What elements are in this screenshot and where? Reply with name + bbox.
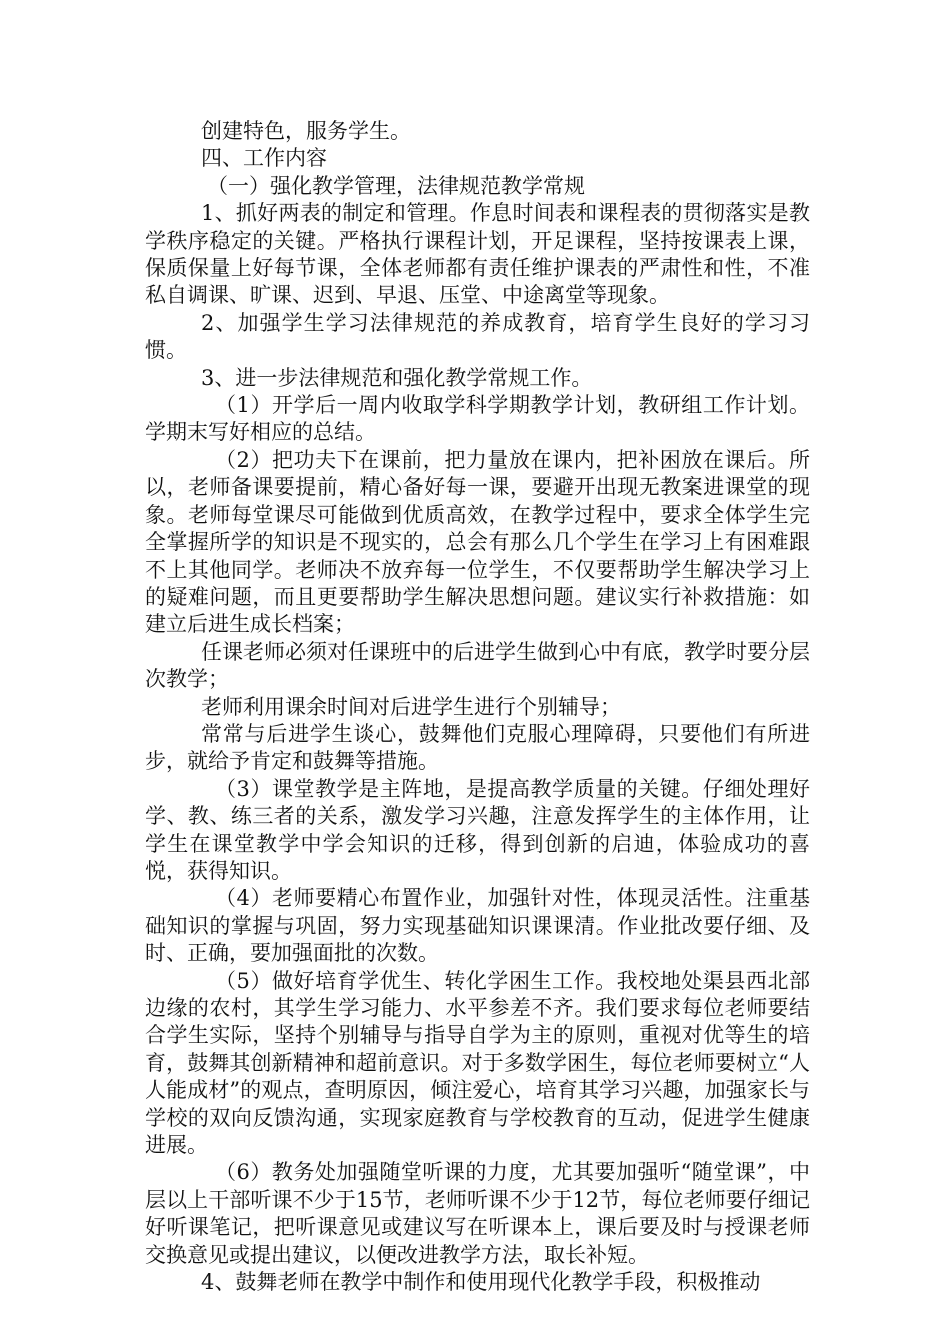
paragraph: 常常与后进学生谈心，鼓舞他们克服心理障碍，只要他们有所进步，就给予肯定和鼓舞等措施。 — [145, 721, 810, 774]
subsection-heading: （一）强化教学管理，法律规范教学常规 — [207, 173, 585, 198]
paragraph: （3）课堂教学是主阵地，是提高教学质量的关键。仔细处理好学、教、练三者的关系，激发学习兴趣，注意发挥学生的主体作用，让学生在课堂教学中学会知识的迁移，得到创新的启迪，体验成功的喜悦，获得知识。 — [145, 776, 810, 883]
paragraph: 2、加强学生学习法律规范的养成教育，培育学生良好的学习习惯。 — [145, 310, 810, 363]
paragraph: 1、抓好两表的制定和管理。作息时间表和课程表的贯彻落实是教学秩序稳定的关键。严格执行课程计划，开足课程，坚持按课表上课，保质保量上好每节课，全体老师都有责任维护课表的严肃性和性，不准私自调课、旷课、迟到、早退、压堂、中途离堂等现象。 — [145, 201, 810, 308]
document-body — [145, 118, 810, 1296]
paragraph: （1）开学后一周内收取学科学期教学计划，教研组工作计划。学期末写好相应的总结。 — [145, 393, 810, 445]
paragraph: （2）把功夫下在课前，把力量放在课内，把补困放在课后。所以，老师备课要提前，精心备好每一课，要避开出现无教案进课堂的现象。老师每堂课尽可能做到优质高效，在教学过程中，要求全体学生完全掌握所学的知识是不现实的，总会有那么几个学生在学习上有困难跟不上其他同学。老师决不放弃每一位学生，不仅要帮助学生解决学习上的疑难问题，而且更要帮助学生解决思想问题。建议实行补救措施：如建立后进生成长档案； — [145, 447, 810, 637]
paragraph: （5）做好培育学优生、转化学困生工作。我校地处渠县西北部边缘的农村，其学生学习能力、水平参差不齐。我们要求每位老师要结合学生实际，坚持个别辅导与指导自学为主的原则，重视对优等生的培育，鼓舞其创新精神和超前意识。对于多数学困生，每位老师要树立“人人能成材”的观点，查明原因，倾注爱心，培育其学习兴趣，加强家长与学校的双向反馈沟通，实现家庭教育与学校教育的互动，促进学生健康进展。 — [145, 968, 810, 1158]
paragraph: （4）老师要精心布置作业，加强针对性，体现灵活性。注重基础知识的掌握与巩固，努力实现基础知识课课清。作业批改要仔细、及时、正确，要加强面批的次数。 — [145, 886, 810, 966]
paragraph: 创建特色，服务学生。 — [201, 119, 411, 143]
paragraph: 老师利用课余时间对后进学生进行个别辅导； — [201, 694, 621, 719]
paragraph: （6）教务处加强随堂听课的力度，尤其要加强听“随堂课”，中层以上干部听课不少于15节，老师听课不少于12节，每位老师要仔细记好听课笔记，把听课意见或建议写在听课本上，课后要及时与授课老师交换意见或提出建议，以便改进教学方法，取长补短。 — [145, 1160, 810, 1267]
section-heading: 四、工作内容 — [201, 146, 327, 171]
paragraph: 4、鼓舞老师在教学中制作和使用现代化教学手段，积极推动 — [201, 1270, 761, 1295]
paragraph: 3、进一步法律规范和强化教学常规工作。 — [201, 365, 593, 390]
paragraph: 任课老师必须对任课班中的后进学生做到心中有底，教学时要分层次教学； — [145, 639, 810, 692]
